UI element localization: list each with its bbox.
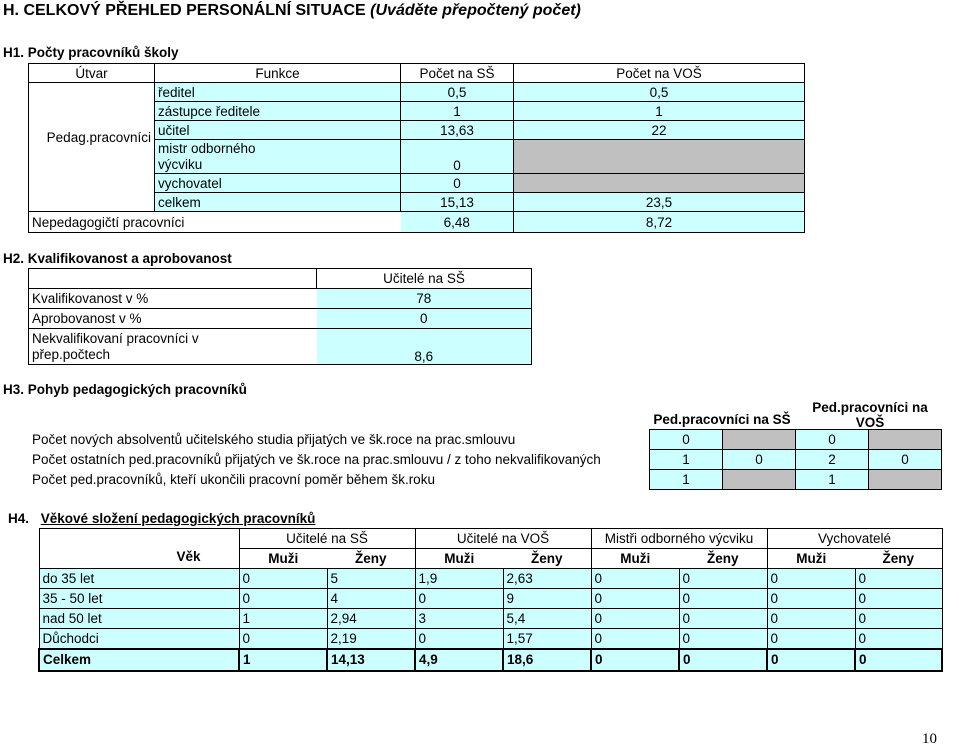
h4-cell: 0	[855, 569, 942, 589]
h4-cell: 2,19	[327, 629, 415, 649]
h4-cell: 0	[679, 629, 767, 649]
h4-group-header: Učitelé na VOŠ	[415, 529, 591, 549]
h2-label	[29, 329, 317, 365]
h4-table	[38, 528, 943, 672]
h4-sub-header: Ženy	[855, 549, 942, 569]
h1-ss: 0	[401, 174, 514, 193]
h4-sub-header: Muži	[767, 549, 855, 569]
h4-cell: 0	[679, 589, 767, 609]
h4-cell: 0	[679, 609, 767, 629]
h3-cell: 1	[796, 470, 869, 490]
h1-header-ss: Počet na SŠ	[401, 64, 514, 83]
table-row	[39, 629, 942, 649]
h4-cell: 0	[767, 589, 855, 609]
h2-value: 78	[317, 289, 532, 309]
h4-heading	[8, 511, 315, 526]
h4-sub-header: Muži	[415, 549, 503, 569]
h4-sub-header: Ženy	[327, 549, 415, 569]
h1-func	[155, 140, 401, 174]
h4-cell: 5	[327, 569, 415, 589]
h4-cell: 0	[679, 569, 767, 589]
h3-cell: 0	[869, 450, 942, 470]
h1-ss: 13,63	[401, 121, 514, 140]
h4-sub-header: Ženy	[679, 549, 767, 569]
h4-age-header-text: Věk	[176, 549, 201, 564]
h4-heading-text: Věkové složení pedagogických pracovníků	[40, 511, 316, 526]
h4-cell: 3	[415, 609, 503, 629]
h4-cell: 18,6	[503, 649, 591, 671]
h1-nonped-vos: 8,72	[514, 212, 805, 233]
h2-label: Aprobovanost v %	[29, 309, 317, 329]
h2-label: Kvalifikovanost v %	[29, 289, 317, 309]
h1-vos	[514, 174, 805, 193]
h1-vos: 23,5	[514, 193, 805, 212]
h2-table	[28, 268, 532, 365]
h3-cell: 2	[796, 450, 869, 470]
h3-col2-header-line1: Ped.pracovníci na	[812, 400, 928, 415]
h1-nonped-ss: 6,48	[401, 212, 514, 233]
table-row	[29, 289, 532, 309]
h2-header-row	[29, 269, 532, 289]
h2-header-blank	[29, 269, 317, 289]
h3-cell: 1	[650, 470, 723, 490]
h4-row-label: Důchodci	[39, 629, 239, 649]
h1-header-funkce: Funkce	[155, 64, 401, 83]
h4-row-label-total: Celkem	[39, 649, 239, 671]
h4-cell: 0	[591, 609, 679, 629]
h2-col-header: Učitelé na SŠ	[317, 269, 532, 289]
h3-cell: 0	[650, 430, 723, 450]
h4-cell: 1,9	[415, 569, 503, 589]
h1-ss: 1	[401, 102, 514, 121]
h1-header-row	[29, 64, 805, 83]
h3-cell: 0	[723, 450, 796, 470]
h1-vos	[514, 140, 805, 174]
h4-cell: 1	[239, 609, 327, 629]
h1-func: zástupce ředitele	[155, 102, 401, 121]
h3-cell: 1	[650, 450, 723, 470]
h4-cell: 0	[591, 649, 679, 671]
h2-label-line2: přep.počtech	[32, 346, 111, 362]
h1-nonped-label: Nepedagogičtí pracovníci	[29, 212, 401, 233]
h1-header-vos: Počet na VOŠ	[514, 64, 805, 83]
h1-heading: H1. Počty pracovníků školy	[3, 45, 179, 60]
h4-heading-number: H4.	[8, 511, 30, 526]
table-row	[39, 609, 942, 629]
h1-func: učitel	[155, 121, 401, 140]
h4-group-header: Mistři odborného výcviku	[591, 529, 767, 549]
table-row	[650, 470, 942, 490]
h4-cell: 4,9	[415, 649, 503, 671]
h4-row-label: nad 50 let	[39, 609, 239, 629]
table-row	[29, 83, 805, 102]
table-row	[650, 430, 942, 450]
h3-cell	[723, 470, 796, 490]
table-row	[29, 309, 532, 329]
table-row	[650, 450, 942, 470]
h4-cell: 0	[767, 649, 855, 671]
h4-group-header: Vychovatelé	[767, 529, 942, 549]
h1-func: ředitel	[155, 83, 401, 102]
h1-ss: 0	[401, 140, 514, 174]
h3-table	[649, 429, 942, 490]
h1-func: vychovatel	[155, 174, 401, 193]
h4-cell: 2,94	[327, 609, 415, 629]
h1-func-celkem: celkem	[155, 193, 401, 212]
h1-ss: 15,13	[401, 193, 514, 212]
page-number: 10	[922, 731, 937, 747]
h4-cell: 1	[239, 649, 327, 671]
h3-col2-header-line2: VOŠ	[855, 415, 885, 430]
h4-group-header-row	[39, 529, 942, 549]
h3-cell	[869, 430, 942, 450]
h2-label-line1: Nekvalifikovaní pracovníci v	[32, 330, 199, 346]
h4-cell: 1,57	[503, 629, 591, 649]
h4-cell: 0	[591, 589, 679, 609]
h4-row-label: do 35 let	[39, 569, 239, 589]
h1-func-line1: mistr odborného	[158, 140, 256, 156]
h4-age-header	[39, 529, 239, 569]
h2-value: 8,6	[317, 329, 532, 365]
h2-value: 0	[317, 309, 532, 329]
h4-cell: 2,63	[503, 569, 591, 589]
h3-cell	[723, 430, 796, 450]
h3-col2-header	[800, 400, 940, 430]
h4-cell: 0	[767, 569, 855, 589]
h4-cell: 0	[239, 629, 327, 649]
h4-cell: 5,4	[503, 609, 591, 629]
h1-header-utvar: Útvar	[29, 64, 155, 83]
h4-cell: 0	[679, 649, 767, 671]
h4-sub-header: Muži	[239, 549, 327, 569]
h4-cell: 0	[855, 649, 942, 671]
h1-group-label	[29, 83, 155, 212]
h3-cell: 0	[796, 430, 869, 450]
h4-group-header: Učitelé na SŠ	[239, 529, 415, 549]
h3-row-label: Počet ostatních ped.pracovníků přijatých ve šk.roce na prac.smlouvu / z toho nekvalifikovaných	[32, 452, 601, 467]
h4-cell: 0	[239, 569, 327, 589]
h4-cell: 0	[591, 569, 679, 589]
h3-row-label: Počet ped.pracovníků, kteří ukončili pracovní poměr během šk.roku	[32, 472, 435, 487]
h2-heading: H2. Kvalifikovanost a aprobovanost	[3, 251, 232, 266]
h1-func-line2: výcviku	[158, 156, 203, 172]
h4-cell: 0	[767, 609, 855, 629]
table-row	[39, 589, 942, 609]
h4-cell: 0	[415, 589, 503, 609]
h4-cell: 0	[415, 629, 503, 649]
table-row	[29, 329, 532, 365]
h3-heading: H3. Pohyb pedagogických pracovníků	[3, 382, 247, 397]
h4-cell: 14,13	[327, 649, 415, 671]
h3-row-label: Počet nových absolventů učitelského studia přijatých ve šk.roce na prac.smlouvu	[32, 432, 516, 447]
h1-vos: 22	[514, 121, 805, 140]
h3-cell	[869, 470, 942, 490]
h4-cell: 0	[855, 629, 942, 649]
h4-cell: 0	[855, 589, 942, 609]
h1-vos: 1	[514, 102, 805, 121]
h4-cell: 0	[239, 589, 327, 609]
h1-vos: 0,5	[514, 83, 805, 102]
h4-sub-header: Muži	[591, 549, 679, 569]
h4-cell: 0	[767, 629, 855, 649]
h1-group-label-text: Pedag.pracovníci	[46, 129, 151, 145]
h4-cell: 0	[855, 609, 942, 629]
title-italic: (Uváděte přepočtený počet)	[370, 2, 581, 19]
h4-cell: 9	[503, 589, 591, 609]
h4-cell: 0	[591, 629, 679, 649]
table-row	[29, 212, 805, 233]
h1-ss: 0,5	[401, 83, 514, 102]
page-title	[3, 2, 581, 20]
h4-row-label: 35 - 50 let	[39, 589, 239, 609]
h1-table	[28, 63, 805, 233]
table-row	[39, 569, 942, 589]
title-main: H. CELKOVÝ PŘEHLED PERSONÁLNÍ SITUACE	[3, 2, 371, 19]
h3-col1-header: Ped.pracovníci na SŠ	[653, 412, 791, 427]
h4-sub-header: Ženy	[503, 549, 591, 569]
table-row	[39, 649, 942, 671]
h4-cell: 4	[327, 589, 415, 609]
